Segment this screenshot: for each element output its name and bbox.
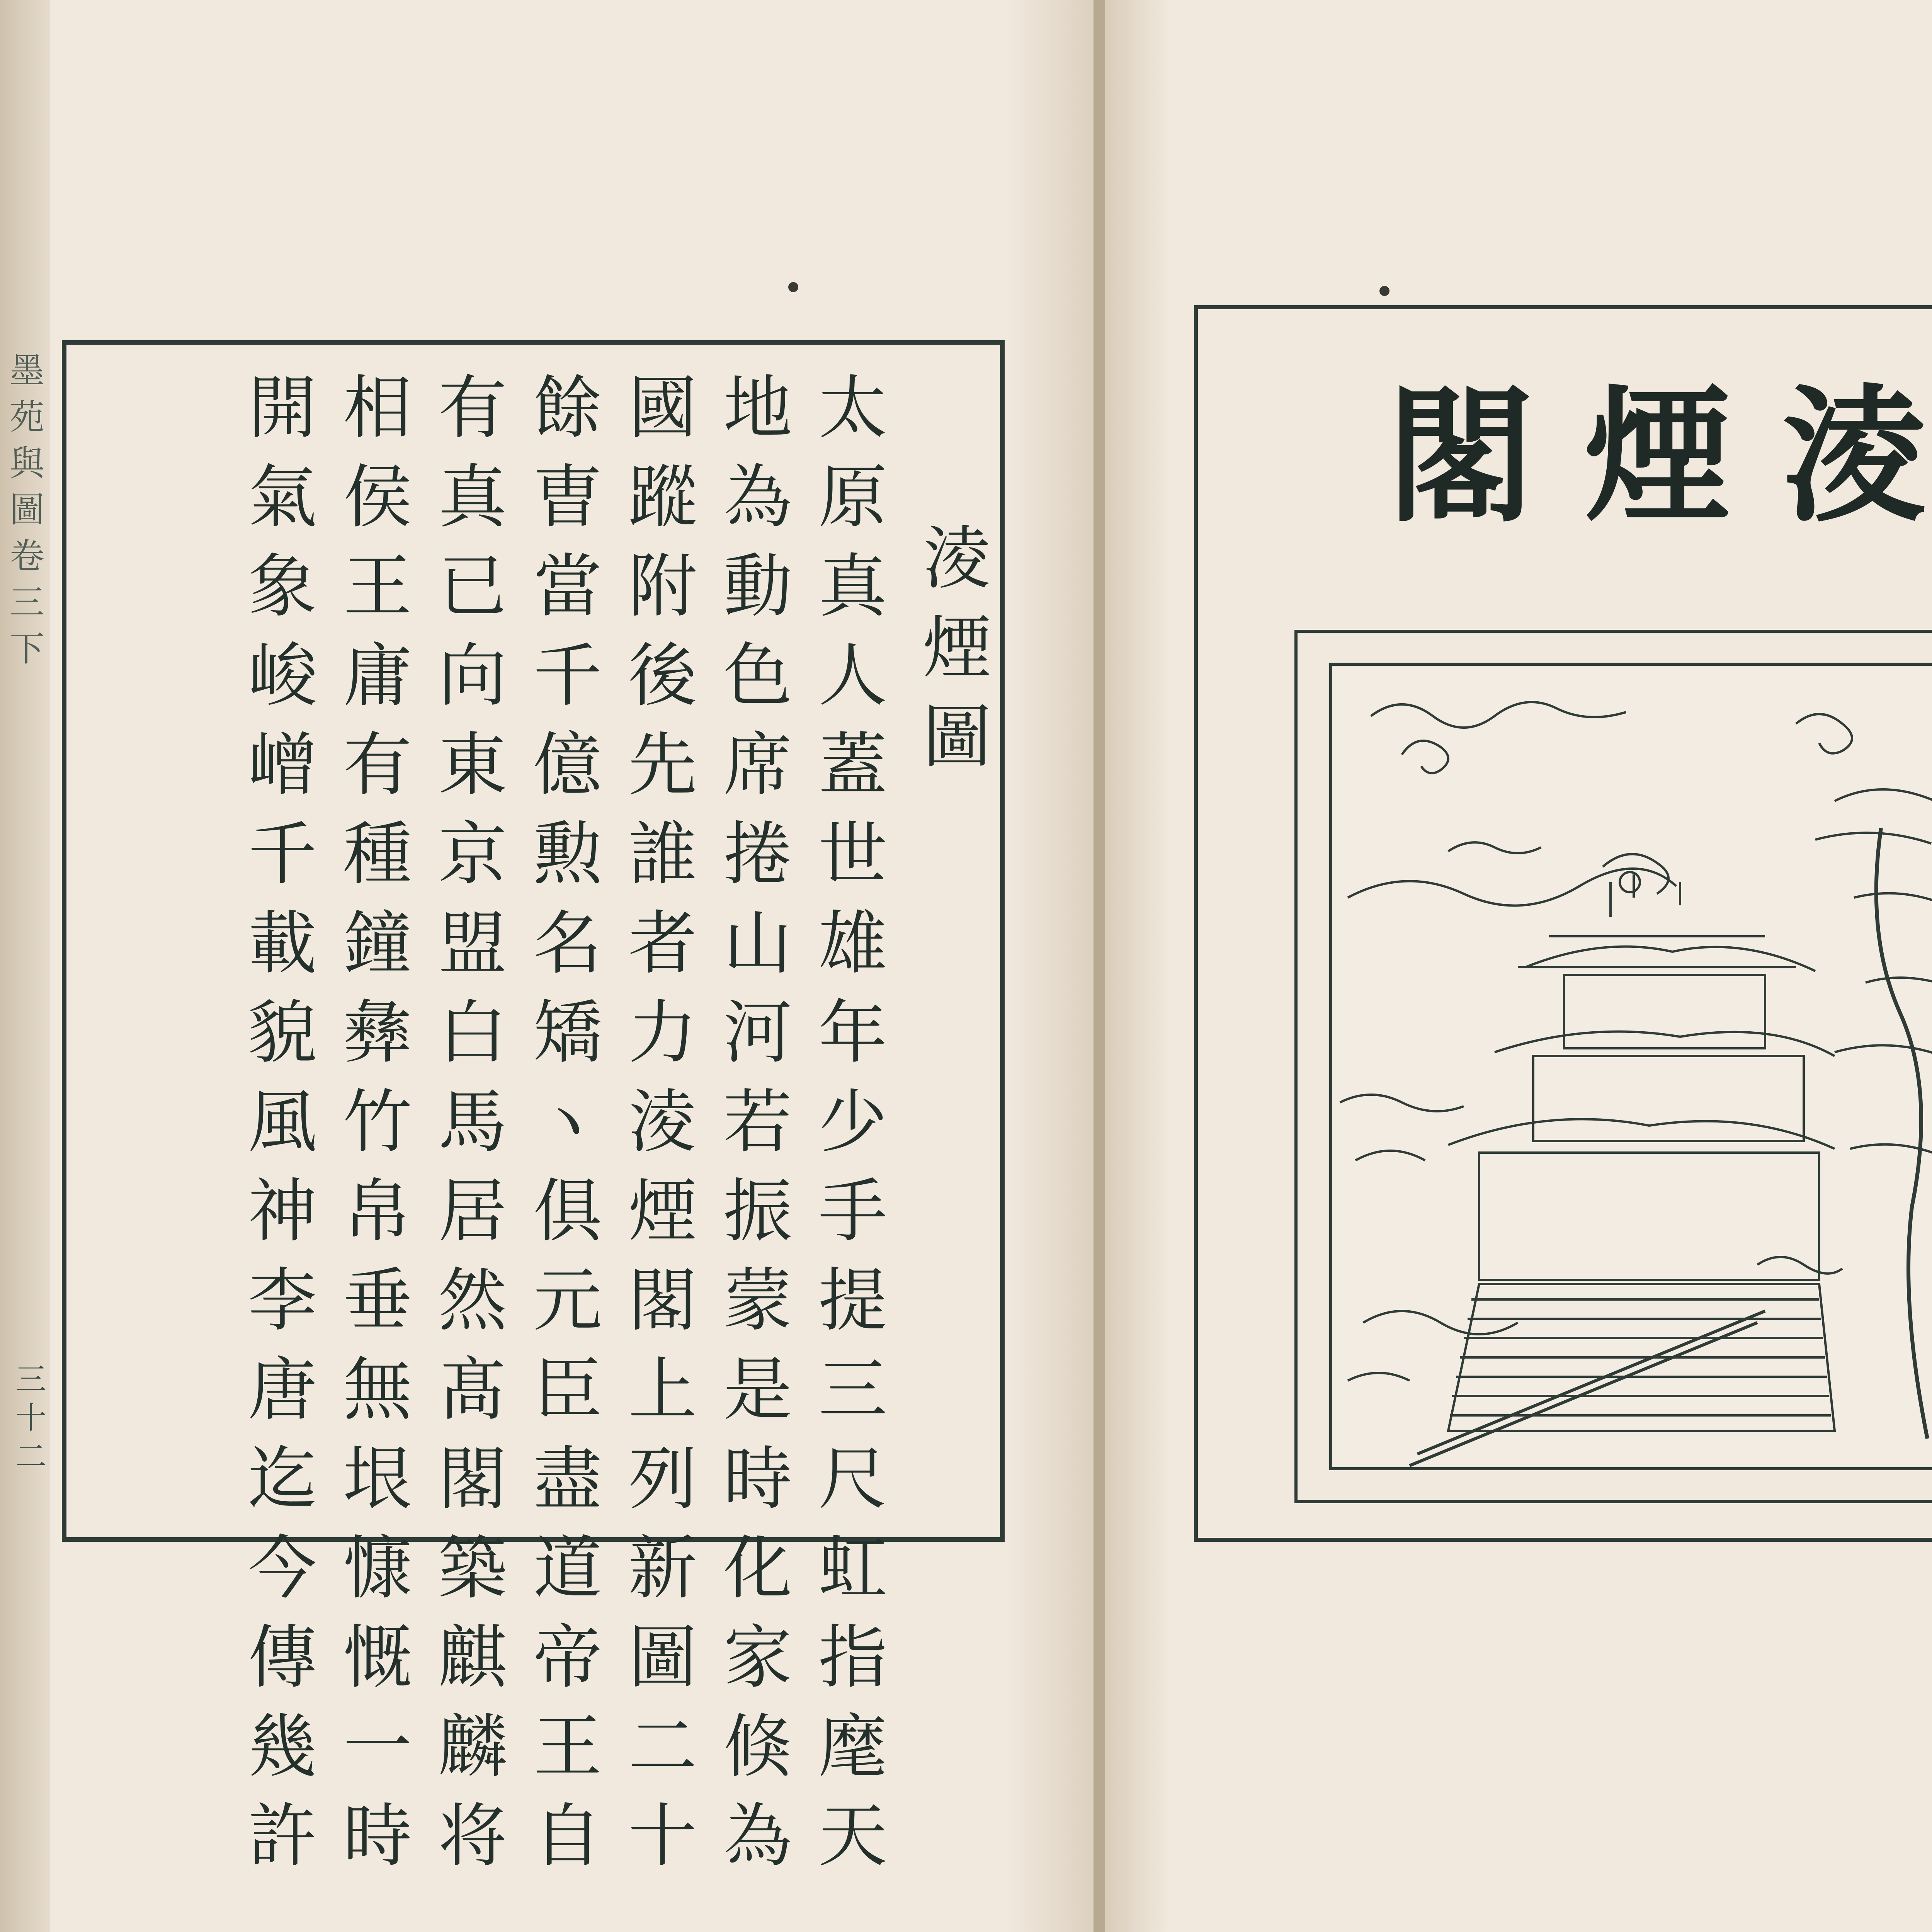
binding-hole bbox=[1379, 286, 1389, 296]
poem-column: 太 原 真 人 蓋 世 雄 年 少 手 提 三 尺 虹 指 麾 天 bbox=[818, 368, 887, 1876]
title-character: 煙 bbox=[1584, 369, 1731, 542]
poem-column: 開 氣 象 峻 嶒 千 載 貌 風 神 李 唐 迄 今 傳 幾 許 bbox=[248, 368, 317, 1876]
page-title bbox=[1294, 359, 1932, 553]
left-margin-label: 墨 苑 與 圖 卷 三 下 bbox=[10, 350, 44, 669]
poem-column: 國 蹤 附 後 先 誰 者 力 淩 煙 閣 上 列 新 圖 二 十 bbox=[628, 368, 697, 1876]
poem-column: 餘 曺 當 千 億 勲 名 矯 ヽ 俱 元 臣 盡 道 帝 王 自 bbox=[533, 368, 602, 1876]
poem-column: 地 為 動 色 席 捲 山 河 若 振 蒙 是 時 化 家 倏 為 bbox=[723, 368, 792, 1876]
poem-column: 有 真 已 向 東 京 盟 白 馬 居 然 髙 閣 築 麒 麟 将 bbox=[438, 368, 507, 1876]
poem-heading: 淩 煙 圖 bbox=[923, 519, 992, 777]
binding-hole bbox=[788, 282, 798, 292]
poem-column: 相 侯 王 庸 有 種 鐘 彝 竹 帛 垂 無 垠 慷 慨 一 時 bbox=[343, 368, 412, 1876]
left-page-margin bbox=[0, 0, 50, 1932]
page-number: 三十二 bbox=[15, 1361, 46, 1475]
pavilion-illustration bbox=[1332, 666, 1932, 1467]
title-character: 閣 bbox=[1387, 369, 1534, 542]
book-gutter bbox=[1094, 0, 1105, 1932]
illustration-inner-frame bbox=[1329, 663, 1932, 1470]
title-character: 淩 bbox=[1781, 369, 1928, 542]
